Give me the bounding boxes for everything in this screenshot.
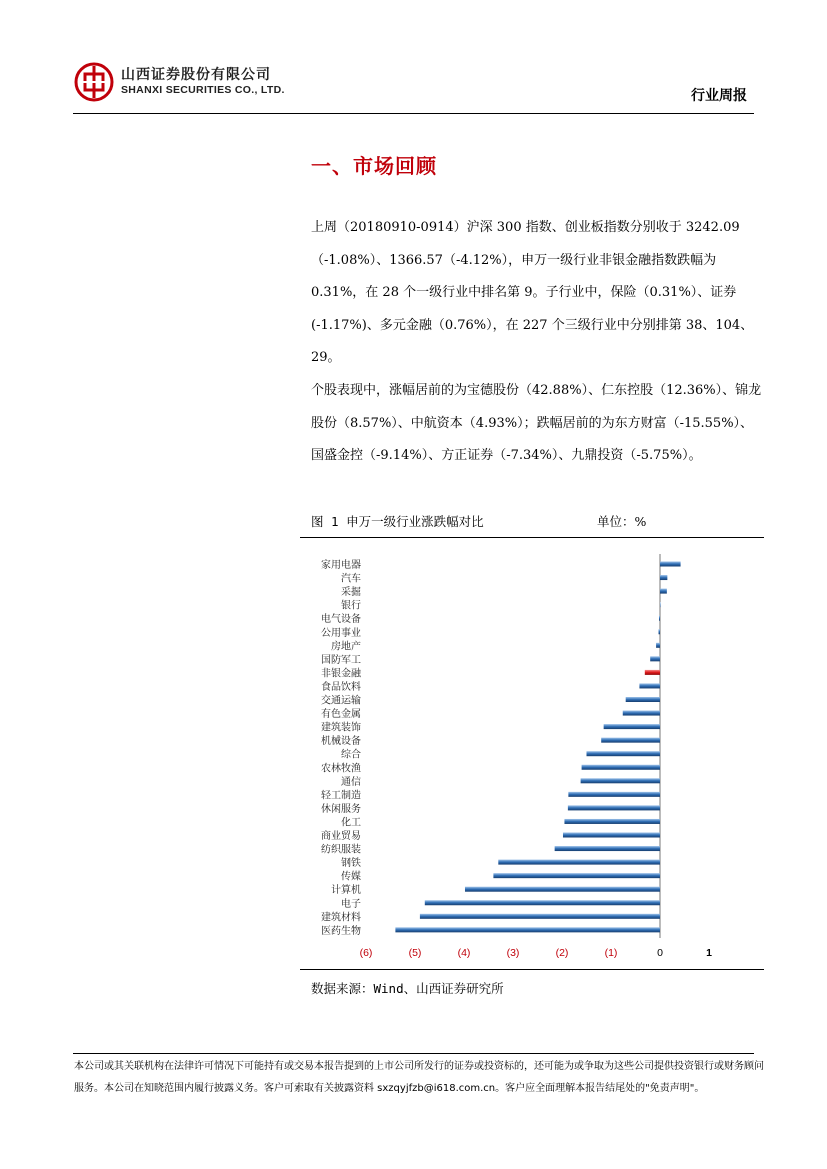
- bar-11: [623, 711, 660, 716]
- category-label-14: 综合: [341, 749, 361, 761]
- bar-22: [498, 860, 660, 865]
- category-label-15: 农林牧渔: [321, 763, 361, 775]
- footer-disclaimer: 本公司或其关联机构在法律许可情况下可能持有或交易本报告提到的上市公司所发行的证券或投资标的，还可能为或争取为这些公司提供投资银行或财务顾问服务。本公司在知晓范围内履行披露义务。客户可索取有关披露资料 sxzqyjfzb@i618.com.cn。客户应全面理解本报告结尾处的"免责声明"。: [74, 1061, 764, 1094]
- bar-0: [660, 562, 681, 567]
- bar-4: [659, 616, 660, 621]
- x-tick-label-7: 1: [706, 947, 712, 959]
- category-label-23: 传媒: [341, 871, 361, 883]
- figure-top-rule: [300, 537, 764, 538]
- bar-8: [645, 670, 660, 675]
- bar-16: [581, 778, 660, 783]
- x-tick-label-6: 0: [657, 947, 663, 959]
- bar-9: [639, 683, 660, 688]
- bar-10: [626, 697, 660, 702]
- bar-23: [493, 873, 660, 878]
- company-name-en: SHANXI SECURITIES CO., LTD.: [121, 84, 285, 96]
- bar-27: [395, 927, 660, 932]
- figure-source: 数据来源：Wind、山西证券研究所: [311, 981, 504, 996]
- category-label-19: 化工: [341, 817, 361, 829]
- category-label-8: 非银金融: [321, 668, 361, 680]
- category-label-18: 休闲服务: [321, 803, 361, 815]
- bar-1: [660, 575, 667, 580]
- x-tick-label-0: (6): [359, 947, 373, 959]
- report-type: 行业周报: [691, 88, 747, 104]
- category-label-11: 有色金属: [321, 709, 361, 721]
- bar-19: [564, 819, 660, 824]
- bar-21: [555, 846, 660, 851]
- bar-6: [656, 643, 660, 648]
- figure-caption: 图 1 申万一级行业涨跌幅对比: [311, 514, 484, 529]
- category-label-12: 建筑装饰: [321, 722, 361, 734]
- category-label-10: 交通运输: [321, 695, 361, 707]
- bar-14: [587, 751, 661, 756]
- category-label-1: 汽车: [341, 573, 361, 585]
- category-label-3: 银行: [341, 600, 361, 612]
- category-label-9: 食品饮料: [321, 681, 361, 693]
- category-label-24: 计算机: [331, 885, 361, 897]
- category-label-4: 电气设备: [321, 614, 361, 626]
- bar-26: [420, 914, 660, 919]
- x-tick-label-4: (2): [555, 947, 569, 959]
- bar-25: [425, 900, 660, 905]
- section-title: 一、市场回顾: [311, 154, 437, 178]
- category-label-17: 轻工制造: [321, 790, 361, 802]
- x-tick-label-5: (1): [604, 947, 618, 959]
- bar-15: [582, 765, 660, 770]
- bar-2: [660, 589, 667, 594]
- category-label-7: 国防军工: [321, 654, 361, 666]
- category-label-21: 纺织服装: [321, 844, 361, 856]
- company-name-cn: 山西证券股份有限公司: [121, 67, 271, 83]
- category-label-27: 医药生物: [321, 925, 361, 937]
- x-tick-label-3: (3): [506, 947, 520, 959]
- category-label-5: 公用事业: [321, 627, 361, 639]
- bar-12: [604, 724, 660, 729]
- x-tick-label-1: (5): [408, 947, 422, 959]
- industry-change-bar-chart: [300, 540, 764, 968]
- footer-divider: [73, 1053, 754, 1054]
- bar-13: [601, 738, 660, 743]
- figure-unit: 单位：%: [597, 514, 647, 529]
- bar-3: [660, 602, 661, 607]
- category-label-25: 电子: [341, 898, 361, 910]
- bar-7: [650, 656, 660, 661]
- category-label-16: 通信: [341, 776, 361, 788]
- bar-24: [465, 887, 660, 892]
- bar-18: [568, 805, 660, 810]
- company-logo-icon: [74, 62, 114, 102]
- category-label-2: 采掘: [341, 587, 361, 599]
- bar-5: [659, 629, 660, 634]
- category-label-26: 建筑材料: [321, 912, 361, 924]
- x-tick-label-2: (4): [457, 947, 471, 959]
- category-label-6: 房地产: [331, 641, 361, 653]
- header-divider: [73, 113, 754, 114]
- bar-17: [568, 792, 660, 797]
- paragraph-market-review: 上周（20180910-0914）沪深 300 指数、创业板指数分别收于 3242.09（-1.08%）、1366.57（-4.12%），申万一级行业非银金融指数跌幅为 0.31%，在 28 个一级行业中排名第 9。子行业中，保险（0.31%）、证券(-1.17%)、多元金融（0.76%），在 227 个三级行业中分别排第 38、104、29。: [311, 220, 754, 366]
- category-label-20: 商业贸易: [321, 831, 361, 842]
- figure-bottom-rule: [300, 969, 764, 970]
- category-label-22: 钢铁: [341, 858, 361, 870]
- category-label-13: 机械设备: [321, 736, 361, 748]
- category-label-0: 家用电器: [321, 560, 361, 571]
- bar-20: [563, 833, 660, 838]
- paragraph-stock-performance: 个股表现中，涨幅居前的为宝德股份（42.88%）、仁东控股（12.36%）、锦龙股份（8.57%）、中航资本（4.93%）；跌幅居前的为东方财富（-15.55%）、国盛金控（-9.14%）、方正证券（-7.34%）、九鼎投资（-5.75%）。: [311, 383, 762, 464]
